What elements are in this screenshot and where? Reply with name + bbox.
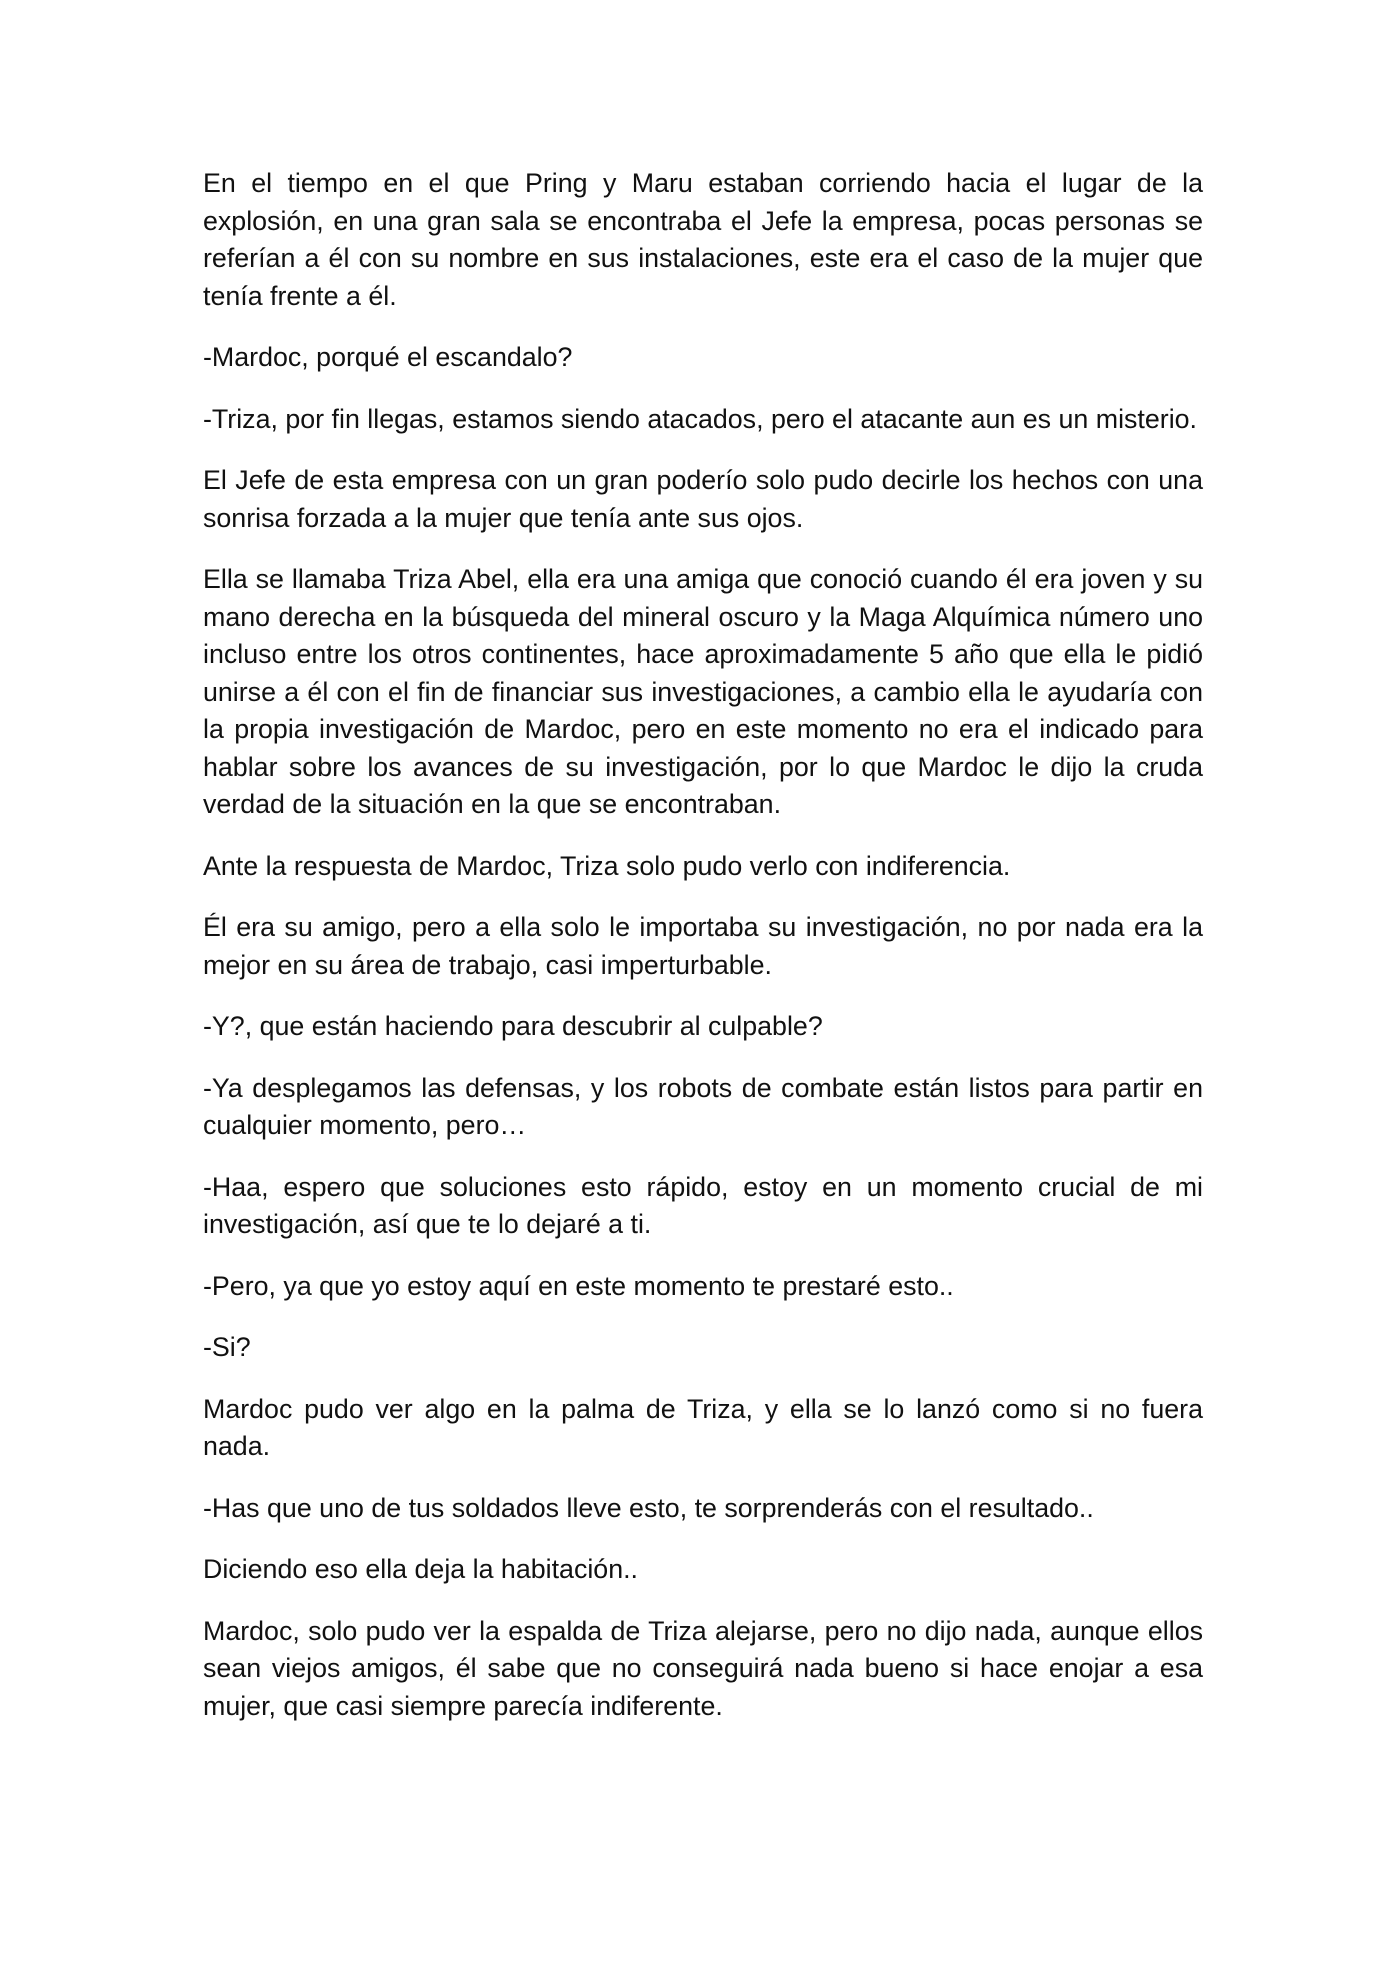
paragraph-8: -Y?, que están haciendo para descubrir al culpable?	[203, 1011, 823, 1041]
paragraph-3: -Triza, por fin llegas, estamos siendo atacados, pero el atacante aun es un misterio.	[203, 403, 1197, 434]
paragraph-1: En el tiempo en el que Pring y Maru estaban corriendo hacia el lugar de la explosión, en una gran sala se encontraba el Jefe la empresa, pocas personas se referían a él con su nombre en sus instalaciones, este era el caso de la mujer que tenía frente a él.	[203, 168, 1203, 311]
paragraph-4: El Jefe de esta empresa con un gran poderío solo pudo decirle los hechos con una sonrisa forzada a la mujer que tenía ante sus ojos.	[203, 465, 1203, 533]
paragraph-12: -Si?	[203, 1332, 251, 1362]
paragraph-11: -Pero, ya que yo estoy aquí en este momento te prestaré esto..	[203, 1270, 954, 1301]
paragraph-13: Mardoc pudo ver algo en la palma de Triza, y ella se lo lanzó como si no fuera nada.	[203, 1393, 1203, 1461]
paragraph-5: Ella se llamaba Triza Abel, ella era una amiga que conoció cuando él era joven y su mano derecha en la búsqueda del mineral oscuro y la Maga Alquímica número uno incluso entre los otros continentes, hace aproximadamente 5 año que ella le pidió unirse a él con el fin de financiar sus investigaciones, a cambio ella le ayudaría con la propia investigación de Mardoc, pero en este momento no era el indicado para hablar sobre los avances de su investigación, por lo que Mardoc le dijo la cruda verdad de la situación en la que se encontraban.	[203, 564, 1203, 819]
paragraph-10: -Haa, espero que soluciones esto rápido, estoy en un momento crucial de mi investigación, así que te lo dejaré a ti.	[203, 1171, 1203, 1239]
paragraph-15: Diciendo eso ella deja la habitación..	[203, 1554, 638, 1584]
paragraph-14: -Has que uno de tus soldados lleve esto, te sorprenderás con el resultado..	[203, 1492, 1094, 1523]
paragraph-2: -Mardoc, porqué el escandalo?	[203, 342, 573, 372]
paragraph-9: -Ya desplegamos las defensas, y los robots de combate están listos para partir en cualquier momento, pero…	[203, 1072, 1203, 1140]
paragraph-7: Él era su amigo, pero a ella solo le importaba su investigación, no por nada era la mejor en su área de trabajo, casi imperturbable.	[203, 912, 1203, 980]
document-body	[203, 165, 1203, 1725]
paragraph-16: Mardoc, solo pudo ver la espalda de Triza alejarse, pero no dijo nada, aunque ellos sean viejos amigos, él sabe que no conseguirá nada bueno si hace enojar a esa mujer, que casi siempre parecía indiferente.	[203, 1615, 1203, 1721]
paragraph-6: Ante la respuesta de Mardoc, Triza solo pudo verlo con indiferencia.	[203, 850, 1011, 881]
